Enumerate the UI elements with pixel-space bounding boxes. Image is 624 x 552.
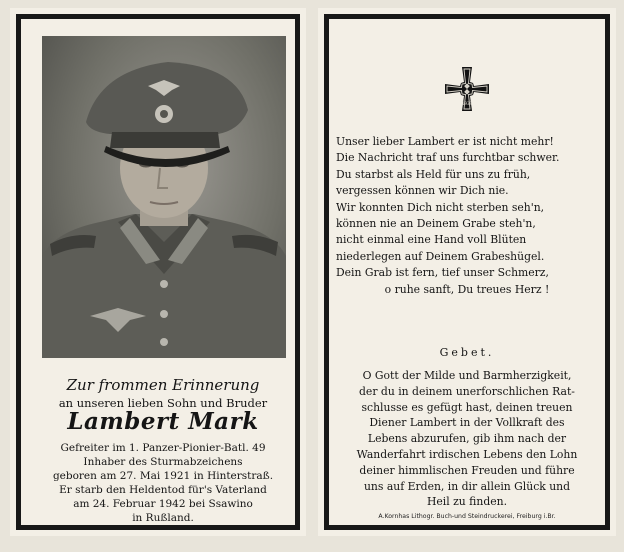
poem-line: o ruhe sanft, Du treues Herz !	[384, 282, 550, 296]
poem-line: nicht einmal eine Hand voll Blüten	[336, 233, 527, 247]
prayer-line: O Gott der Milde und Barmherzigkeit,	[362, 369, 572, 382]
left-panel	[10, 8, 306, 536]
poem-line: können nie an Deinem Grabe steh'n,	[336, 217, 536, 231]
printer-imprint: A.Kornhas Lithogr. Buch-und Steindruckerei, Freiburg i.Br.	[378, 513, 556, 520]
biography-block	[32, 441, 294, 525]
prayer-title: Gebet.	[439, 346, 495, 359]
bio-line-rank: Gefreiter im 1. Panzer-Pionier-Batl. 49	[60, 442, 266, 454]
bio-line-birth: geboren am 27. Mai 1921 in Hinterstraß.	[52, 470, 274, 482]
dedication-line: an unseren lieben Sohn und Bruder	[58, 396, 268, 410]
bio-line-death-date: am 24. Februar 1942 bei Ssawino	[73, 498, 253, 510]
poem-line: Du starbst als Held für uns zu früh,	[336, 167, 531, 181]
soldier-name: Lambert Mark	[67, 408, 259, 435]
memorial-poem	[336, 134, 598, 298]
prayer-text	[336, 368, 598, 510]
cross-year: 1939	[461, 101, 473, 106]
prayer-line: schlusse es gefügt hast, deinen treuen	[361, 400, 573, 414]
prayer-line: der du in deinem unerforschlichen Rat-	[359, 384, 575, 398]
soldier-portrait-photo	[42, 36, 286, 358]
prayer-line: deiner himmlischen Freuden und führe	[359, 463, 575, 477]
bio-line-decoration: Inhaber des Sturmabzeichens	[83, 456, 243, 468]
prayer-line: Heil zu finden.	[426, 495, 508, 509]
poem-line: Wir konnten Dich nicht sterben seh'n,	[336, 200, 545, 214]
right-panel	[318, 8, 616, 536]
prayer-line: Wanderfahrt irdischen Lebens den Lohn	[356, 447, 578, 461]
poem-line: Unser lieber Lambert er ist nicht mehr!	[336, 135, 554, 148]
bio-line-death: Er starb den Heldentod für's Vaterland	[59, 484, 267, 496]
bio-line-place: in Rußland.	[132, 512, 194, 524]
prayer-line: Diener Lambert in der Vollkraft des	[369, 416, 565, 430]
poem-line: niederlegen auf Deinem Grabeshügel.	[336, 249, 545, 263]
iron-cross-icon	[444, 66, 490, 112]
memorial-heading: Zur frommen Erinnerung	[66, 376, 260, 394]
poem-line: vergessen können wir Dich nie.	[336, 184, 509, 198]
prayer-line: Lebens abzurufen, gib ihm nach der	[367, 432, 567, 446]
poem-line: Die Nachricht traf uns furchtbar schwer.	[336, 151, 560, 165]
prayer-line: uns auf Erden, in dir allein Glück und	[363, 479, 571, 493]
poem-line: Dein Grab ist fern, tief unser Schmerz,	[336, 266, 549, 280]
